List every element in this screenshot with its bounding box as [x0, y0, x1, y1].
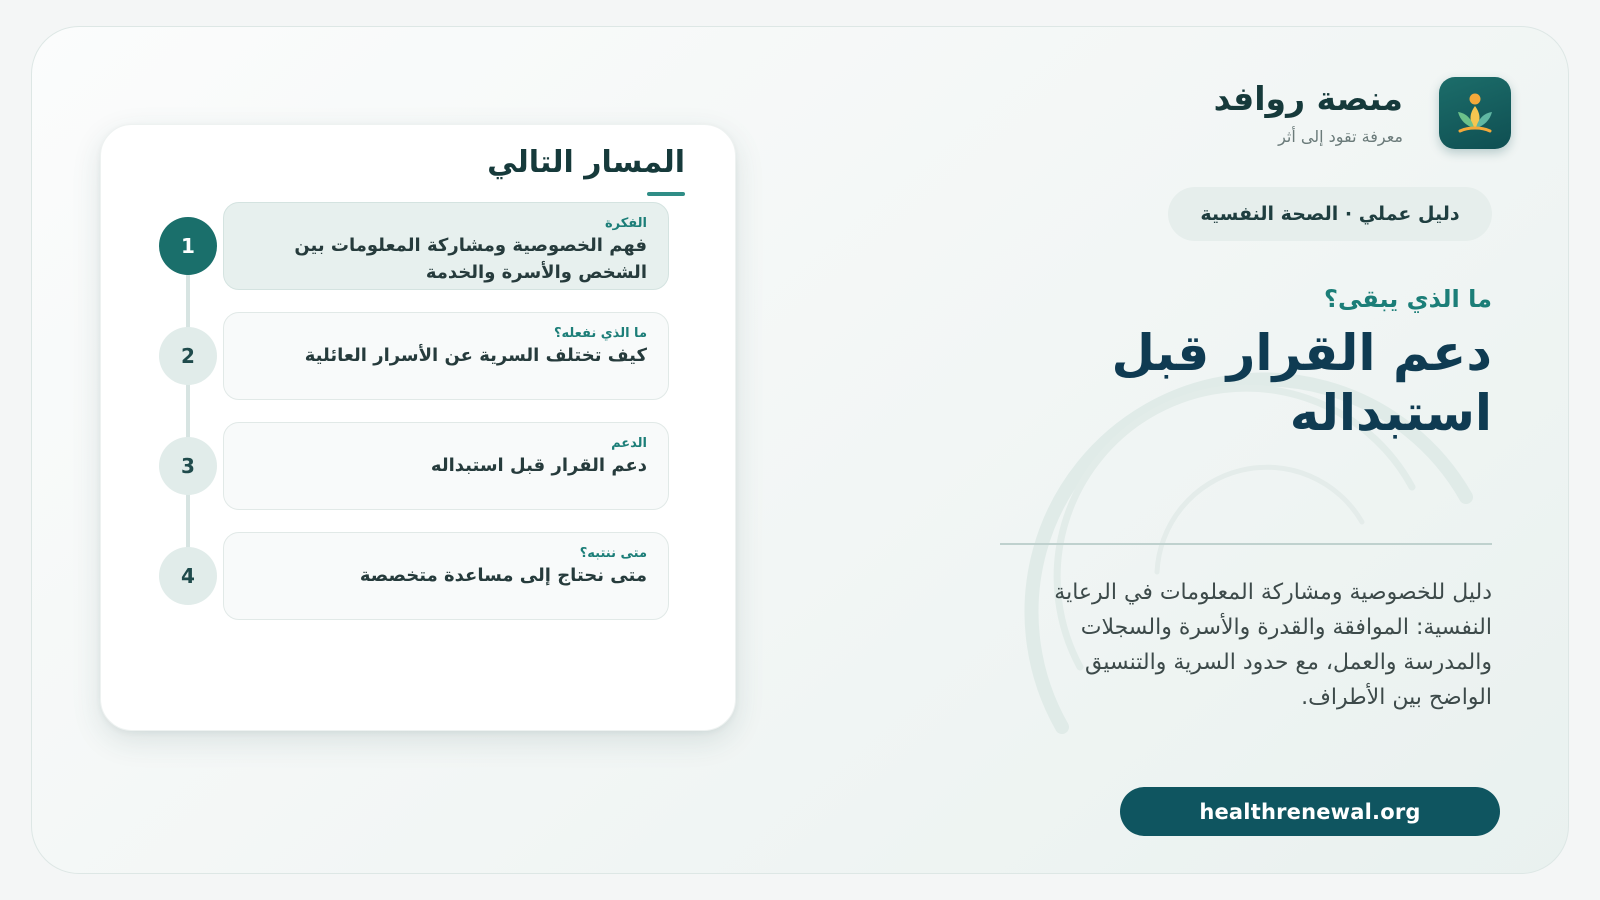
step-item-2[interactable]: [223, 312, 669, 400]
headline: دعم القرار قبل استبداله: [1111, 324, 1492, 442]
step-number-3: 3: [159, 437, 217, 495]
step-number-4: 4: [159, 547, 217, 605]
next-path-card: [100, 124, 736, 731]
title-underline: [647, 192, 685, 196]
step-text: متى نحتاج إلى مساعدة متخصصة: [359, 565, 647, 586]
brand-name: منصة روافد: [1213, 79, 1403, 118]
step-item-1[interactable]: [223, 202, 669, 290]
page-frame: [31, 26, 1569, 874]
website-url[interactable]: healthrenewal.org: [1120, 787, 1500, 836]
step-text: كيف تختلف السرية عن الأسرار العائلية: [304, 345, 647, 366]
step-text: دعم القرار قبل استبداله: [430, 455, 647, 476]
brand-text: [1214, 79, 1403, 147]
step-text: فهم الخصوصية ومشاركة المعلومات بين الشخص والأسرة والخدمة: [294, 235, 647, 283]
category-pill: دليل عملي · الصحة النفسية: [1168, 187, 1492, 241]
divider: [1000, 543, 1492, 545]
step-label: ما الذي نفعله؟: [553, 326, 647, 341]
step-number-2: 2: [159, 327, 217, 385]
card-title: المسار التالي: [487, 145, 685, 180]
step-number-1: 1: [159, 217, 217, 275]
kicker-text: ما الذي يبقى؟: [1324, 285, 1492, 313]
step-label: الفكرة: [604, 216, 647, 231]
brand-header: [1214, 77, 1511, 149]
description: دليل للخصوصية ومشاركة المعلومات في الرعاية النفسية: الموافقة والقدرة والأسرة والسجلات والمدرسة والعمل، مع حدود السرية والتنسيق الواضح بين الأطراف.: [1054, 580, 1492, 710]
lotus-sun-icon: [1439, 77, 1511, 149]
step-item-4[interactable]: [223, 532, 669, 620]
step-item-3[interactable]: [223, 422, 669, 510]
brand-tagline: معرفة تقود إلى أثر: [1278, 127, 1403, 146]
step-label: متى ننتبه؟: [579, 546, 647, 561]
step-label: الدعم: [611, 436, 647, 451]
